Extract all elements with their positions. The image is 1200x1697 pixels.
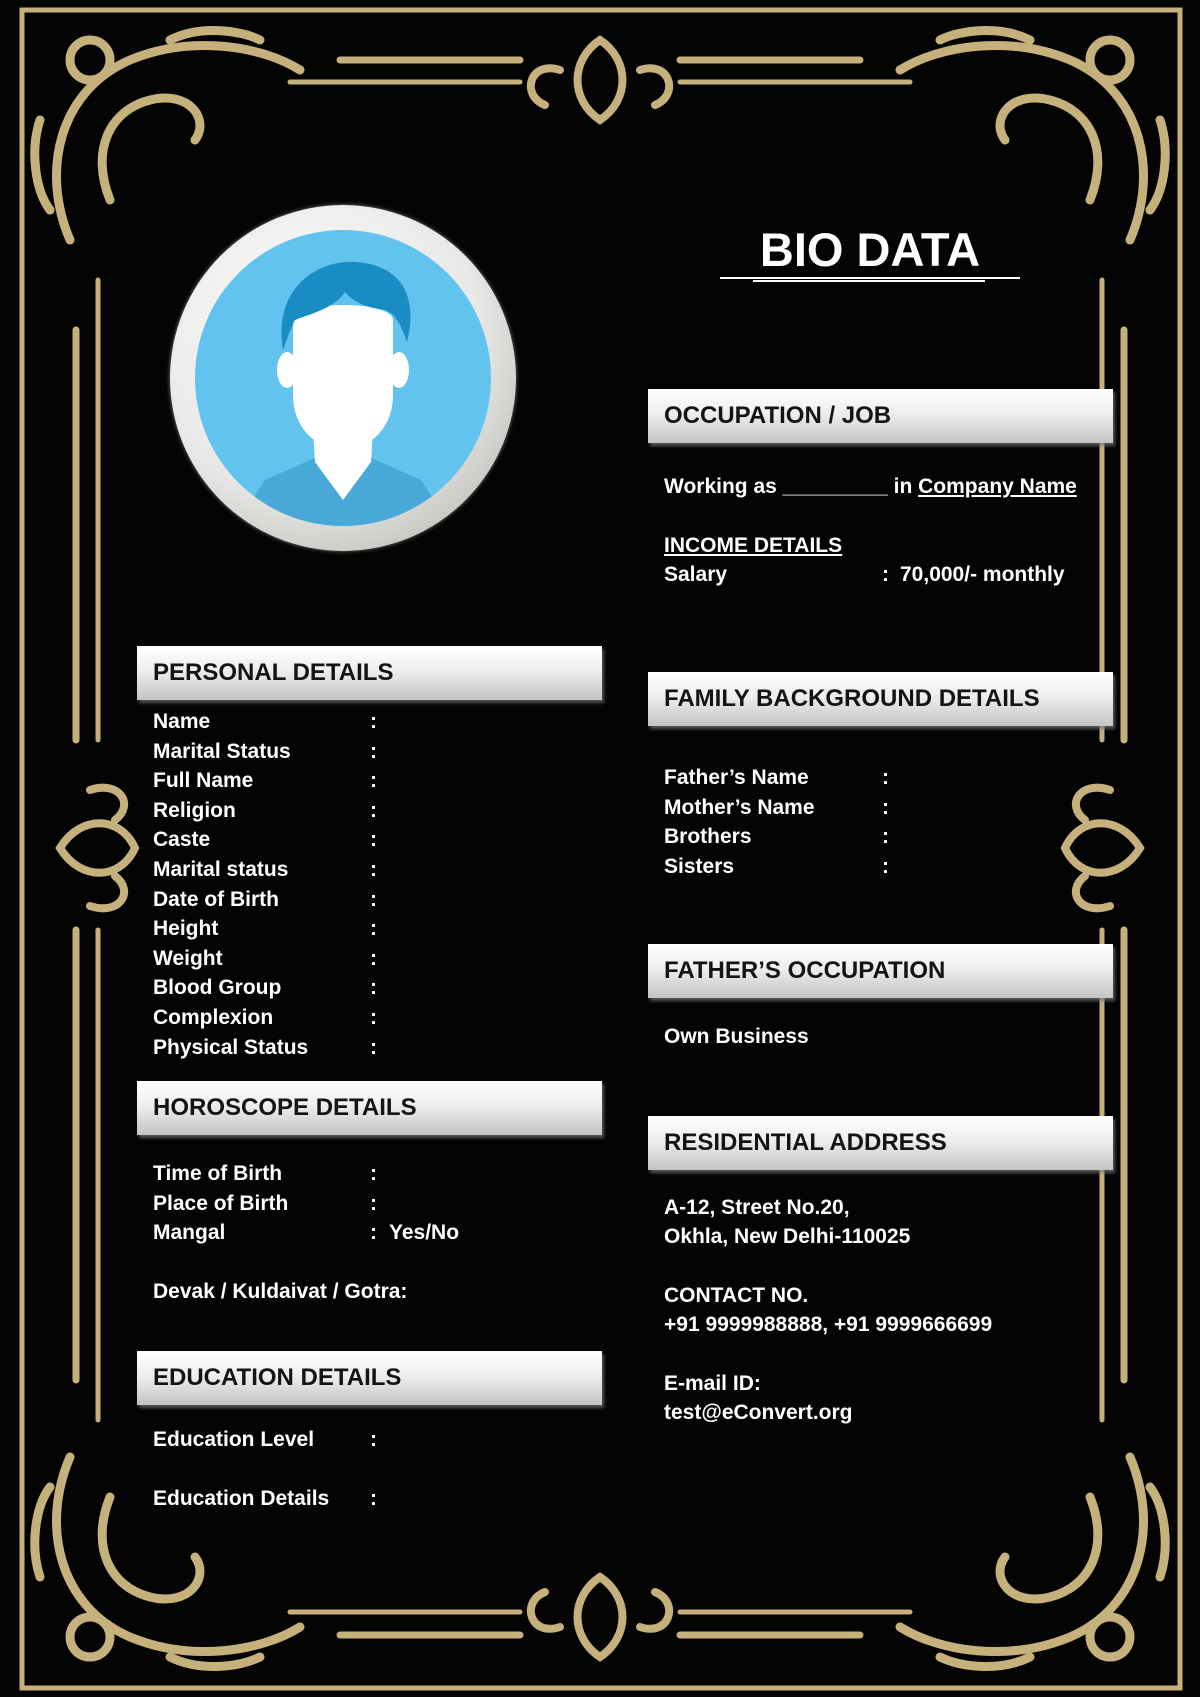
detail-separator: : (882, 825, 889, 849)
personal-details-heading: PERSONAL DETAILS (153, 659, 394, 686)
working-in-word: in (893, 475, 913, 498)
page-title: BIO DATA (720, 226, 1020, 279)
male-avatar-icon (195, 230, 491, 526)
detail-separator: : (370, 1428, 377, 1451)
father-occupation-value: Own Business (664, 1025, 809, 1048)
detail-separator: : (370, 976, 377, 1000)
detail-value: Yes/No (389, 1221, 460, 1245)
job-title-blank: _________ (782, 475, 888, 498)
address-line-2: Okhla, New Delhi-110025 (664, 1225, 911, 1248)
email-value: test@eConvert.org (664, 1401, 853, 1424)
detail-label: Brothers (664, 825, 752, 849)
horoscope-details-heading: HOROSCOPE DETAILS (153, 1094, 417, 1121)
detail-label: Religion (153, 798, 236, 822)
detail-row (153, 710, 593, 736)
detail-separator: : (370, 739, 377, 763)
detail-row (664, 825, 1104, 851)
father-occupation-header (648, 944, 1113, 998)
occupation-heading: OCCUPATION / JOB (664, 402, 892, 429)
detail-label: Name (153, 710, 211, 733)
residential-address-heading: RESIDENTIAL ADDRESS (664, 1129, 947, 1156)
education-details-header (137, 1351, 602, 1405)
detail-label: Mangal (153, 1221, 226, 1245)
detail-label: Place of Birth (153, 1191, 289, 1215)
detail-separator: : (882, 766, 889, 789)
detail-label: Time of Birth (153, 1162, 283, 1185)
detail-label: Date of Birth (153, 887, 279, 911)
detail-label: Complexion (153, 1006, 274, 1029)
detail-label: Blood Group (153, 976, 282, 1000)
contact-heading: CONTACT NO. (664, 1284, 809, 1307)
company-name: Company Name (918, 475, 1077, 498)
detail-separator: : (370, 1035, 377, 1059)
detail-separator: : (370, 710, 377, 733)
detail-row (153, 976, 593, 1002)
detail-row (664, 766, 1104, 792)
detail-row (153, 799, 593, 825)
detail-separator: : (370, 1162, 377, 1185)
salary-row (664, 563, 1104, 589)
detail-row (664, 796, 1104, 822)
detail-separator: : (370, 1006, 377, 1029)
detail-row (664, 855, 1104, 881)
detail-label: Sisters (664, 854, 735, 878)
detail-label: Education Details (153, 1487, 330, 1510)
detail-row (153, 917, 593, 943)
detail-label: Weight (153, 946, 223, 970)
contact-numbers: +91 9999988888, +91 9999666699 (664, 1313, 993, 1336)
detail-separator: : (370, 946, 377, 970)
horoscope-details-header (137, 1081, 602, 1135)
detail-row (153, 888, 593, 914)
detail-row (153, 1036, 593, 1062)
detail-separator: : (370, 798, 377, 822)
detail-label: Education Level (153, 1428, 315, 1451)
detail-label: Father’s Name (664, 766, 809, 789)
detail-row (153, 947, 593, 973)
detail-row (153, 1006, 593, 1032)
detail-label: Caste (153, 828, 211, 852)
salary-separator: : (882, 563, 889, 586)
detail-row (153, 858, 593, 884)
detail-label: Height (153, 917, 219, 941)
personal-details-header (137, 646, 602, 700)
working-as-line (664, 475, 1077, 499)
occupation-header (648, 389, 1113, 443)
residential-address-header (648, 1116, 1113, 1170)
education-details-heading: EDUCATION DETAILS (153, 1364, 402, 1391)
detail-separator: : (370, 1191, 377, 1215)
detail-separator: : (370, 917, 377, 941)
detail-separator: : (370, 858, 377, 881)
father-occupation-heading: FATHER’S OCCUPATION (664, 957, 946, 984)
detail-row (153, 769, 593, 795)
detail-row (153, 1487, 593, 1513)
detail-row (153, 1221, 593, 1247)
salary-value: 70,000/- monthly (900, 563, 1065, 586)
detail-separator: : (370, 1487, 377, 1510)
detail-separator: : (882, 854, 889, 878)
detail-row (153, 828, 593, 854)
family-background-heading: FAMILY BACKGROUND DETAILS (664, 685, 1040, 712)
income-details-heading: INCOME DETAILS (664, 534, 843, 557)
detail-label: Physical Status (153, 1035, 309, 1059)
working-as-prefix: Working as (664, 475, 777, 498)
detail-separator: : (370, 1221, 377, 1245)
detail-label: Marital status (153, 858, 289, 881)
detail-separator: : (882, 795, 889, 819)
detail-separator: : (370, 769, 377, 793)
gotra-label: Devak / Kuldaivat / Gotra: (153, 1280, 408, 1303)
title-double-underline (753, 280, 985, 282)
profile-photo (195, 230, 491, 526)
detail-label: Mother’s Name (664, 795, 815, 819)
family-background-header (648, 672, 1113, 726)
detail-row (153, 1192, 593, 1218)
detail-separator: : (370, 887, 377, 911)
detail-label: Marital Status (153, 739, 291, 763)
detail-separator: : (370, 828, 377, 852)
email-heading: E-mail ID: (664, 1372, 761, 1395)
detail-label: Full Name (153, 769, 254, 793)
salary-label: Salary (664, 563, 728, 586)
detail-row (153, 1428, 593, 1454)
detail-row (153, 1162, 593, 1188)
address-line-1: A-12, Street No.20, (664, 1196, 850, 1219)
detail-row (153, 740, 593, 766)
